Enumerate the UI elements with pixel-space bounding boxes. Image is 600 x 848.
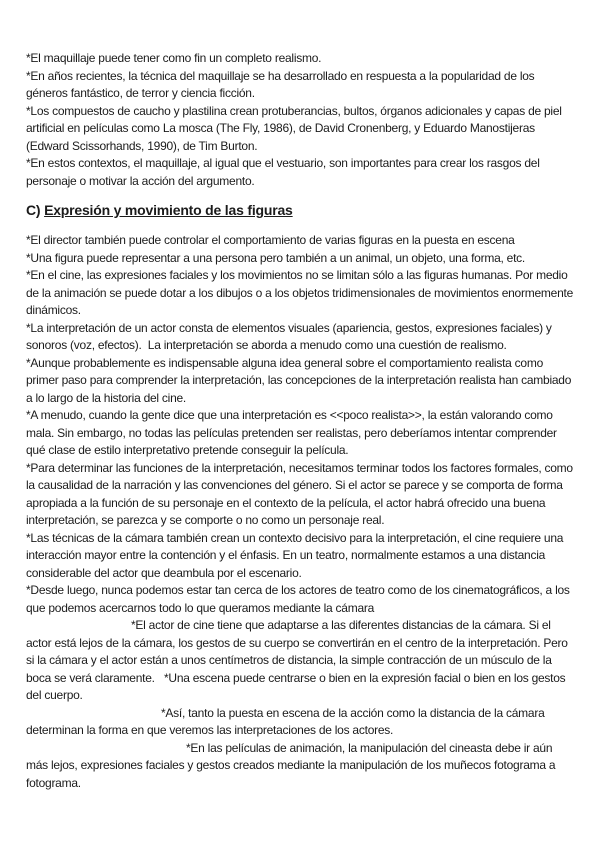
paragraph: *El actor de cine tiene que adaptarse a las diferentes distancias de la cámara. Si el actor está lejos de la cámara, los gestos de su cuerpo se convertirán en el centro de la interpretación. Pero si la cámara y el actor están a unos centímetros de distancia, la simple contracción de un músculo de la boca se verá claramente. *Una escena puede centrarse o bien en la expresión facial o bien en los gestos del cuerpo.	[26, 618, 571, 702]
paragraph: *A menudo, cuando la gente dice que una interpretación es <<poco realista>>, la están valorando como mala. Sin embargo, no todas las películas pretenden ser realistas, pero deberíamos intentar comprender qué clase de estilo interpretativo pretende conseguir la película.	[26, 408, 560, 457]
paragraph: *Para determinar las funciones de la interpretación, necesitamos terminar todos los factores formales, como la causalidad de la narración y las convenciones del género. Si el actor se parece y se comporta de forma apropiada a la función de su personaje en el contexto de la película, el actor habrá ofrecido una buena interpretación, se parezca y se comporte o no como un personaje real.	[26, 460, 576, 527]
section-heading	[26, 201, 576, 220]
paragraph: *En las películas de animación, la manipulación del cineasta debe ir aún más lejos, expresiones faciales y gestos creados mediante la manipulación de los muñecos fotograma a fotograma.	[26, 740, 559, 790]
paragraph: *Una figura puede representar a una persona pero también a un animal, un objeto, una forma, etc.	[26, 250, 526, 265]
paragraph: *Los compuestos de caucho y plastilina crean protuberancias, bultos, órganos adicionales y capas de piel artificial en películas como La mosca (The Fly, 1986), de David Cronenberg, y Eduardo Manostijeras (Edward Scissorhands, 1990), de Tim Burton.	[26, 103, 565, 153]
section-makeup	[26, 50, 576, 190]
paragraph: *El maquillaje puede tener como fin un completo realismo.	[26, 51, 322, 65]
paragraph: *Así, tanto la puesta en escena de la acción como la distancia de la cámara determinan la forma en que veremos las interpretaciones de los actores.	[26, 705, 548, 737]
paragraph: *Desde luego, nunca podemos estar tan cerca de los actores de teatro como de los cinematográficos, a los que podemos acercarnos todo lo que queramos mediante la cámara	[26, 583, 573, 615]
paragraph: *En estos contextos, el maquillaje, al igual que el vestuario, son importantes para crear los rasgos del personaje o motivar la acción del argumento.	[26, 156, 543, 188]
paragraph: *La interpretación de un actor consta de elementos visuales (apariencia, gestos, expresiones faciales) y sonoros (voz, efectos). La interpretación se aborda a menudo como una cuestión de realismo.	[26, 320, 555, 352]
paragraph: *El director también puede controlar el comportamiento de varias figuras en la puesta en escena	[26, 233, 515, 247]
paragraph: *En el cine, las expresiones faciales y los movimientos no se limitan sólo a las figuras humanas. Por medio de la animación se puede dotar a los dibujos o a los objetos tridimensionales de movimientos enormemente dinámicos.	[26, 268, 577, 317]
section-heading-title: Expresión y movimiento de las figuras	[44, 202, 293, 218]
section-heading-prefix: C)	[26, 202, 45, 218]
paragraph: *En años recientes, la técnica del maquillaje se ha desarrollado en respuesta a la popularidad de los géneros fantástico, de terror y ciencia ficción.	[26, 68, 538, 100]
paragraph: *Aunque probablemente es indispensable alguna idea general sobre el comportamiento realista como primer paso para comprender la interpretación, las concepciones de la interpretación realista han cambiado a lo largo de la historia del cine.	[26, 355, 575, 405]
section-figures	[26, 232, 576, 792]
paragraph: *Las técnicas de la cámara también crean un contexto decisivo para la interpretación, el cine requiere una interacción mayor entre la contención y el énfasis. En un teatro, normalmente estamos a una distancia considerable del actor que deambula por el escenario.	[26, 530, 567, 580]
